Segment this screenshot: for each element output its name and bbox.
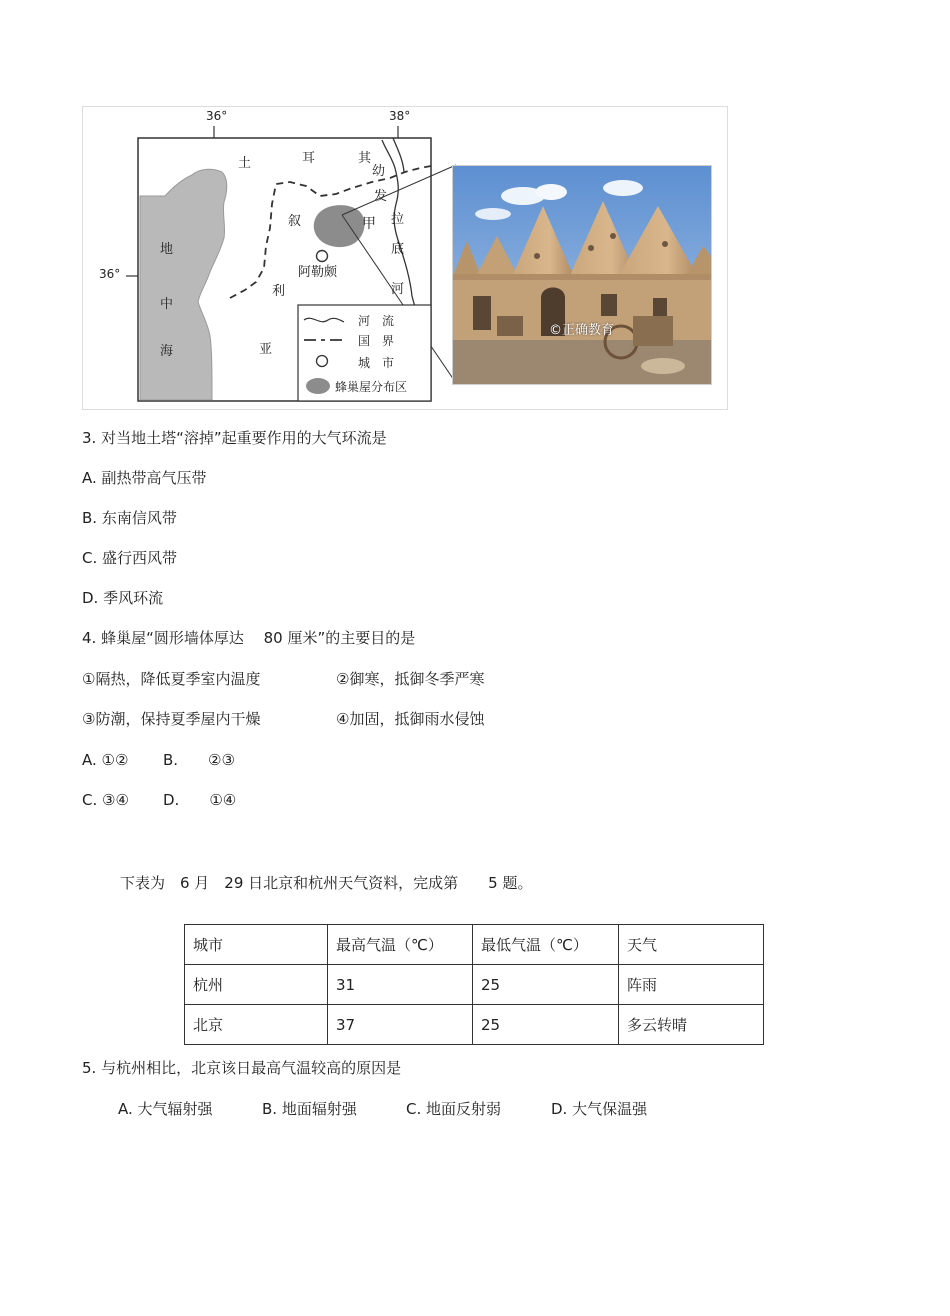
sea-char-2: 中	[160, 297, 174, 312]
cell-city: 北京	[185, 1005, 328, 1045]
table-intro: 下表为 6 月 29 日北京和杭州天气资料，完成第 5 题。	[120, 874, 533, 892]
header-city: 城市	[185, 925, 328, 965]
sea-char-1: 地	[160, 242, 174, 257]
cell-weather: 阵雨	[619, 965, 764, 1005]
lat-36-label: 36°	[99, 267, 121, 281]
table-row	[185, 965, 764, 1005]
q5-option-a[interactable]: A. 大气辐射强	[118, 1100, 213, 1118]
q4-item-2: ②御寒，抵御冬季严寒	[336, 670, 485, 688]
cell-min-temp: 25	[473, 965, 619, 1005]
q5-option-d[interactable]: D. 大气保温强	[551, 1100, 648, 1118]
cell-max-temp: 31	[328, 965, 473, 1005]
sea-char-3: 海	[160, 344, 174, 359]
cell-weather: 多云转晴	[619, 1005, 764, 1045]
beehive-house-photo	[452, 165, 712, 385]
q5-option-b[interactable]: B. 地面辐射强	[262, 1100, 357, 1118]
river-char-3: 拉	[391, 212, 405, 227]
aleppo-city-marker	[317, 251, 328, 262]
lon-36-label: 36°	[206, 109, 228, 123]
legend-city-symbol	[317, 356, 328, 367]
q5-option-c[interactable]: C. 地面反射弱	[406, 1100, 502, 1118]
q4-option-c[interactable]: C. ③④	[82, 791, 129, 809]
legend-beehive-label: 蜂巢屋分布区	[335, 380, 408, 394]
q5-stem: 5. 与杭州相比，北京该日最高气温较高的原因是	[82, 1059, 402, 1077]
cell-max-temp: 37	[328, 1005, 473, 1045]
syria-char-1: 叙	[288, 214, 302, 229]
photo-drawing	[453, 166, 711, 384]
river-char-1: 幼	[372, 164, 386, 179]
q4-stem: 4. 蜂巢屋“圆形墙体厚达 80 厘米”的主要目的是	[82, 629, 416, 647]
q4-option-b[interactable]: B. ②③	[163, 751, 235, 769]
q3-option-d[interactable]: D. 季风环流	[82, 589, 164, 607]
river-label-jia: 甲	[362, 216, 376, 232]
river-char-2: 发	[374, 189, 388, 204]
mediterranean-sea	[140, 169, 227, 400]
cell-min-temp: 25	[473, 1005, 619, 1045]
photo-watermark: ©正确教育	[549, 323, 615, 338]
q3-option-b[interactable]: B. 东南信风带	[82, 509, 177, 527]
q4-item-4: ④加固，抵御雨水侵蚀	[336, 710, 485, 728]
turkey-char-1: 土	[238, 156, 252, 171]
river-char-5: 河	[391, 282, 405, 297]
table-header-row	[185, 925, 764, 965]
q4-item-3: ③防潮，保持夏季屋内干燥	[82, 710, 261, 728]
header-min-temp: 最低气温（℃）	[473, 925, 619, 965]
beehive-area	[314, 205, 365, 247]
table-row	[185, 1005, 764, 1045]
river-char-4: 底	[391, 242, 405, 257]
q3-stem: 3. 对当地土塔“溶掉”起重要作用的大气环流是	[82, 429, 387, 447]
legend-border-label: 国 界	[358, 334, 395, 348]
cell-city: 杭州	[185, 965, 328, 1005]
q3-option-c[interactable]: C. 盛行西风带	[82, 549, 178, 567]
q3-option-a[interactable]: A. 副热带高气压带	[82, 469, 207, 487]
syria-char-3: 亚	[259, 342, 273, 357]
turkey-char-2: 耳	[302, 151, 316, 166]
header-weather: 天气	[619, 925, 764, 965]
q4-option-d[interactable]: D. ①④	[163, 791, 237, 809]
q4-item-1: ①隔热，降低夏季室内温度	[82, 670, 261, 688]
legend-river-label: 河 流	[358, 314, 395, 328]
syria-char-2: 利	[272, 284, 286, 299]
weather-table	[184, 924, 764, 1045]
q4-option-a[interactable]: A. ①②	[82, 751, 129, 769]
legend-city-label: 城 市	[358, 356, 395, 370]
header-max-temp: 最高气温（℃）	[328, 925, 473, 965]
aleppo-label: 阿勒颇	[298, 265, 338, 280]
lon-38-label: 38°	[389, 109, 411, 123]
legend-beehive-symbol	[306, 378, 330, 394]
turkey-char-3: 其	[358, 151, 372, 166]
